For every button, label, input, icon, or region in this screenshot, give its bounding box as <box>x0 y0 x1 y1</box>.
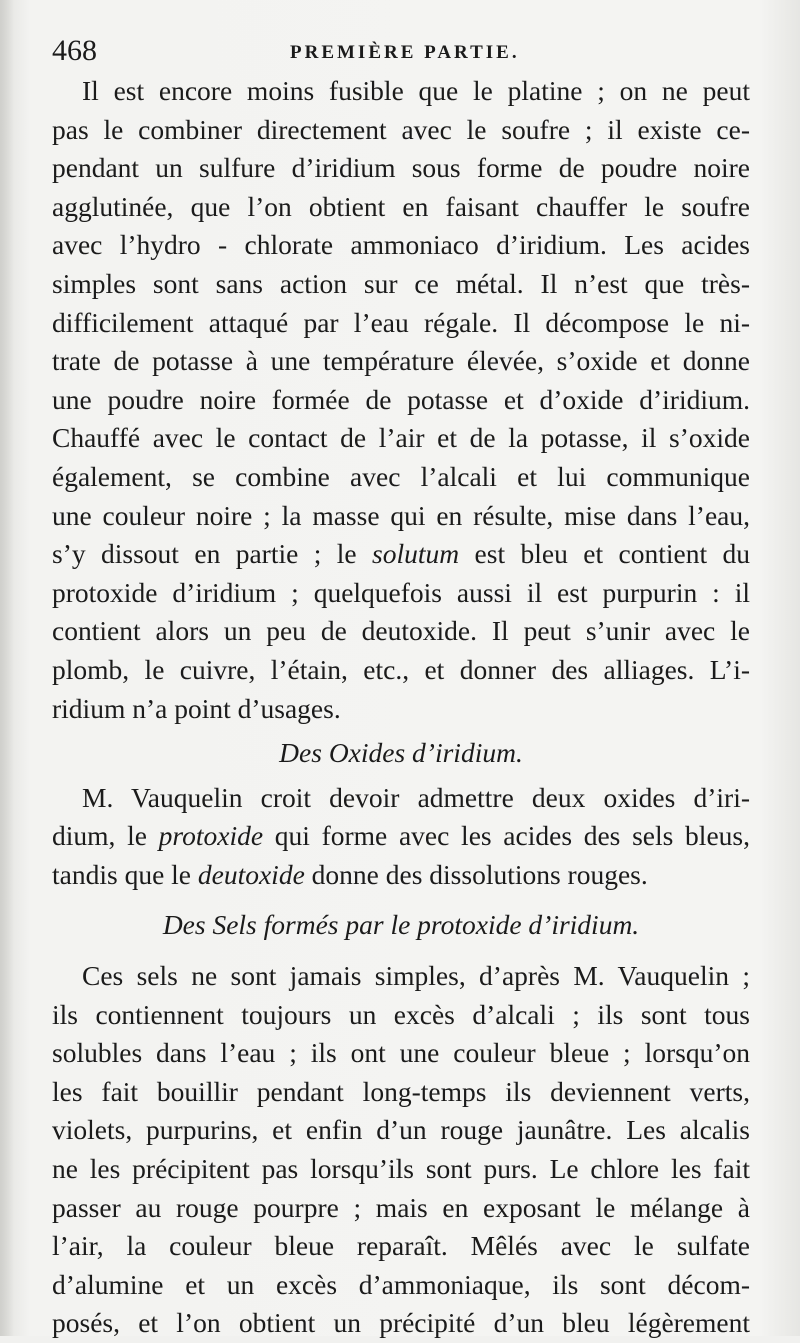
text-line: M. Vauquelin croit devoir admettre deux oxides d’iri- <box>82 781 750 813</box>
text-run: dium, le <box>52 820 159 852</box>
text-run: s’y dissout en partie ; le <box>52 538 373 570</box>
text-line: ne les précipitent pas lorsqu’ils sont purs. Le chlore les fait <box>52 1153 750 1185</box>
text-line: également, se combine avec l’alcali et lui communique <box>52 460 750 492</box>
text-line: Chauffé avec le contact de l’air et de la potasse, il s’oxide <box>52 422 750 454</box>
text-line: ridium n’a point d’usages. <box>52 692 341 724</box>
text-line: plomb, le cuivre, l’étain, etc., et donner des alliages. L’i- <box>52 653 750 685</box>
text-line: avec l’hydro - chlorate ammoniaco d’iridium. Les acides <box>52 229 750 261</box>
text-line: l’air, la couleur bleue reparaît. Mêlés avec le sulfate <box>52 1230 750 1262</box>
text-line: Il est encore moins fusible que le platine ; on ne peut <box>82 75 750 106</box>
text-line: une couleur noire ; la masse qui en résulte, mise dans l’eau, <box>52 499 750 531</box>
text-line: violets, purpurins, et enfin d’un rouge jaunâtre. Les alcalis <box>52 1114 750 1146</box>
text-line <box>52 856 750 895</box>
italic-term: solutum <box>372 538 460 570</box>
text-line: pendant un sulfure d’iridium sous forme de poudre noire <box>52 152 750 184</box>
text-line <box>52 535 750 574</box>
text-line: les fait bouillir pendant long-temps ils deviennent verts, <box>52 1075 750 1107</box>
section-heading-oxides: Des Oxides d’iridium. <box>279 737 523 769</box>
page-header <box>52 34 752 74</box>
text-line: une poudre noire formée de potasse et d’oxide d’iridium. <box>52 383 750 415</box>
text-line: pas le combiner directement avec le soufre ; il existe ce- <box>52 113 750 145</box>
paragraph-iridium-properties <box>52 72 750 728</box>
paragraph-salts <box>52 957 750 1343</box>
text-run: est bleu et contient du <box>459 538 751 570</box>
text-line: simples sont sans action sur ce métal. Il n’est que très- <box>52 267 750 299</box>
text-line: solubles dans l’eau ; ils ont une couleur bleue ; lorsqu’on <box>52 1037 750 1069</box>
text-line: Ces sels ne sont jamais simples, d’après M. Vauquelin ; <box>82 960 750 992</box>
page-number: 468 <box>52 34 97 67</box>
text-line: agglutinée, que l’on obtient en faisant chauffer le soufre <box>52 190 750 222</box>
text-line: ils contiennent toujours un excès d’alcali ; ils sont tous <box>52 998 750 1030</box>
text-line: trate de potasse à une température élevée, s’oxide et donne <box>52 345 750 377</box>
paragraph-oxides <box>52 779 750 895</box>
text-line: d’alumine et un excès d’ammoniaque, ils sont décom- <box>52 1268 750 1300</box>
italic-term: protoxide <box>158 820 264 852</box>
text-run: tandis que le <box>52 858 198 890</box>
text-line: posés, et l’on obtient un précipité d’un bleu légèrement <box>52 1307 750 1339</box>
text-line <box>52 817 750 856</box>
text-run: donne des dissolutions rouges. <box>304 858 648 890</box>
text-line: difficilement attaqué par l’eau régale. Il décompose le ni- <box>52 306 750 338</box>
italic-term: deutoxide <box>197 858 305 890</box>
text-line: contient alors un peu de deutoxide. Il peut s’unir avec le <box>52 615 750 647</box>
text-line: passer au rouge pourpre ; mais en exposant le mélange à <box>52 1191 750 1223</box>
text-line: protoxide d’iridium ; quelquefois aussi il est purpurin : il <box>52 576 750 608</box>
section-heading-salts: Des Sels formés par le protoxide d’iridium. <box>162 909 640 941</box>
gutter-shadow <box>0 0 14 1336</box>
page-body <box>52 72 750 1343</box>
text-run: qui forme avec les acides des sels bleus, <box>263 820 750 852</box>
running-head: PREMIÈRE PARTIE. <box>290 42 520 63</box>
